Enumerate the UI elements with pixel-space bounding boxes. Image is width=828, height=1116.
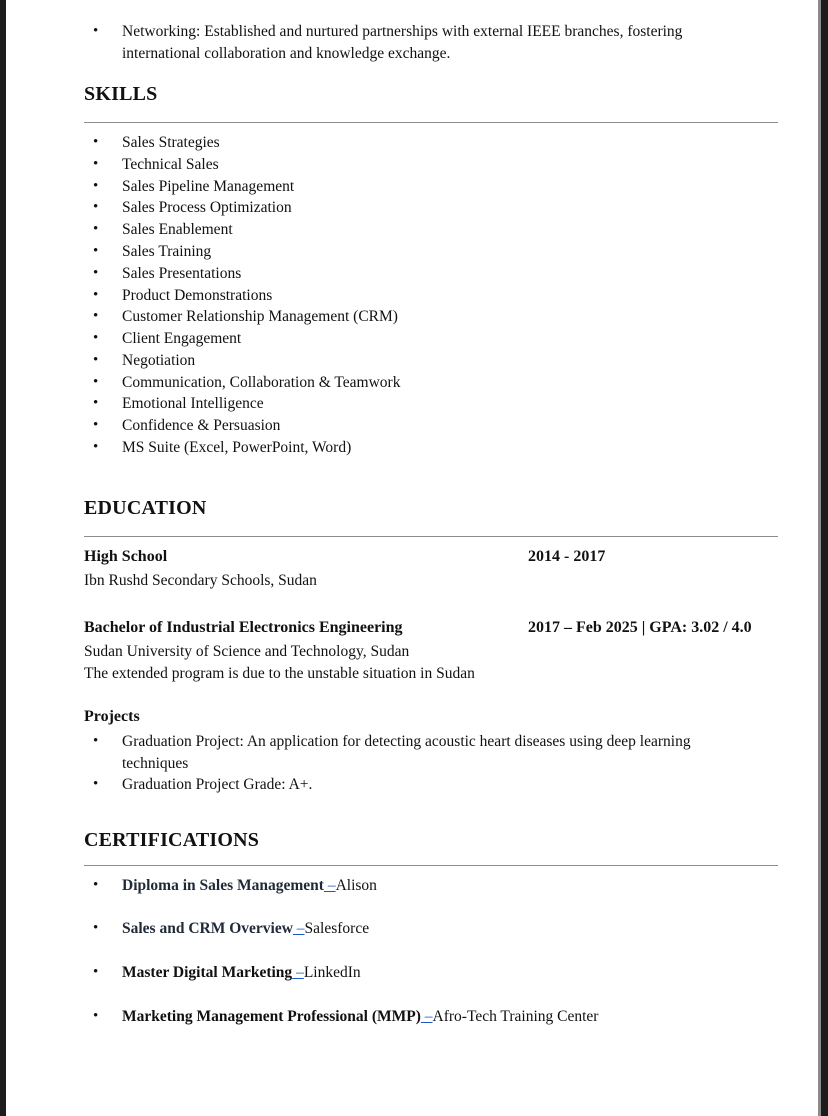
certification-issuer: Salesforce — [304, 920, 370, 937]
certification-item — [122, 962, 361, 984]
bachelor-dates-gpa: 2017 – Feb 2025 | GPA: 3.02 / 4.0 — [528, 619, 752, 636]
bachelor-institution: Sudan University of Science and Technology, Sudan — [84, 643, 410, 660]
project-line-2: techniques — [122, 754, 189, 772]
skill-item: • Sales Enablement — [122, 219, 233, 241]
certification-link[interactable]: – — [420, 1008, 433, 1025]
skill-item: • Sales Training — [122, 241, 211, 263]
certification-item — [122, 1006, 598, 1028]
skill-item: • Sales Process Optimization — [122, 197, 292, 219]
resume-page — [84, 0, 784, 1116]
skill-item: • Communication, Collaboration & Teamwork — [122, 372, 400, 394]
certification-item — [122, 875, 377, 897]
right-window-edge — [818, 0, 828, 1116]
certification-name: Master Digital Marketing — [122, 964, 293, 981]
certification-name: Marketing Management Professional (MMP) — [122, 1008, 421, 1025]
skill-item: • Sales Pipeline Management — [122, 176, 294, 198]
projects-heading: Projects — [84, 708, 140, 725]
high-school-degree: High School — [84, 548, 168, 565]
certification-item — [122, 918, 369, 940]
project-item — [122, 731, 691, 775]
skill-item: • Customer Relationship Management (CRM) — [122, 306, 398, 328]
certifications-heading: CERTIFICATIONS — [84, 829, 260, 851]
skill-item: • Emotional Intelligence — [122, 393, 264, 415]
certification-issuer: LinkedIn — [303, 964, 361, 981]
skill-item: • Technical Sales — [122, 154, 219, 176]
certification-issuer: Alison — [335, 877, 377, 894]
education-divider — [84, 536, 778, 537]
networking-line-1: Networking: Established and nurtured partnerships with external IEEE branches, fostering — [122, 23, 683, 40]
left-window-edge — [0, 0, 6, 1116]
networking-line-2: international collaboration and knowledge exchange. — [122, 44, 451, 62]
skill-item: • Negotiation — [122, 350, 195, 372]
skill-item: • Product Demonstrations — [122, 285, 272, 307]
project-grade-item: • Graduation Project Grade: A+. — [122, 774, 312, 796]
high-school-dates: 2014 - 2017 — [528, 548, 606, 565]
certification-issuer: Afro-Tech Training Center — [432, 1008, 599, 1025]
skills-divider — [84, 122, 778, 123]
skill-item: • Sales Presentations — [122, 263, 241, 285]
skill-item: • MS Suite (Excel, PowerPoint, Word) — [122, 437, 351, 459]
skills-heading: SKILLS — [84, 83, 158, 105]
bachelor-degree: Bachelor of Industrial Electronics Engineering — [84, 619, 403, 636]
certification-link[interactable]: – — [323, 877, 336, 894]
project-line-1: Graduation Project: An application for detecting acoustic heart diseases using deep learning — [122, 733, 691, 750]
certification-link[interactable]: – — [292, 964, 304, 981]
bachelor-note: The extended program is due to the unstable situation in Sudan — [84, 665, 475, 682]
skill-item: • Client Engagement — [122, 328, 241, 350]
certification-link[interactable]: – — [292, 920, 305, 937]
education-heading: EDUCATION — [84, 497, 207, 519]
certifications-divider — [84, 865, 778, 866]
skill-item: • Sales Strategies — [122, 132, 220, 154]
certification-name: Diploma in Sales Management — [122, 877, 324, 894]
high-school-institution: Ibn Rushd Secondary Schools, Sudan — [84, 572, 317, 589]
certification-name: Sales and CRM Overview — [122, 920, 293, 937]
skill-item: • Confidence & Persuasion — [122, 415, 280, 437]
networking-bullet — [122, 21, 682, 65]
